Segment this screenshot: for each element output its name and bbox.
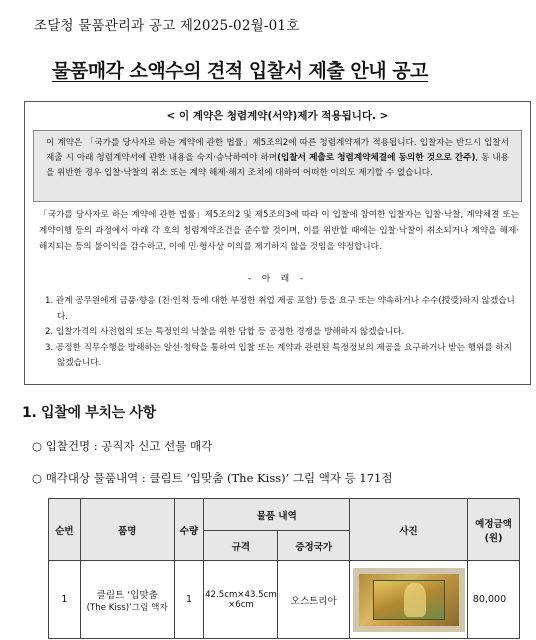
- col-header-photo: 사진: [350, 499, 468, 561]
- cell-no: 1: [49, 561, 81, 639]
- sale-items-line: ○ 매각대상 물품내역 : 클림트 ‘입맞춤 (The Kiss)’ 그림 액자 등 171점: [32, 471, 393, 485]
- cell-country: 오스트리아: [278, 561, 350, 639]
- col-header-no: 순번: [49, 499, 81, 561]
- col-header-country: 증정국가: [278, 531, 350, 561]
- cell-price: 80,000: [468, 561, 520, 639]
- pledge-item: 3. 공정한 직무수행을 방해하는 알선·청탁을 통하여 입찰 또는 계약과 관련된 특정정보의 제공을 요구하거나 받는 행위를 하지 않겠습니다.: [45, 342, 512, 368]
- integrity-pledge-box: [24, 101, 531, 385]
- pledge-title: < 이 계약은 청렴계약(서약)제가 적용됩니다. >: [166, 110, 389, 122]
- cell-photo: [350, 561, 468, 639]
- painting-figure: [404, 583, 426, 617]
- pledge-notice-box: [33, 130, 522, 202]
- painting-canvas: [373, 580, 445, 620]
- pledge-body: 「국가를 당사자로 하는 계약에 관한 법률」제5조의2 및 제5조의3에 따라 이 입찰에 참여한 입찰자는 입찰·낙찰, 계약체결 또는 계약이행 등의 과정에서 아래 각 호의 청렴계약조건을 준수할 것이며, 이를 위반할 때에는 입찰·낙찰이 취소되거나 계약을 해제·해지되는 등의 불이익을 감수하고, 이에 민·형사상 이의를 제기하지 않을 것임을 약정합니다.: [39, 210, 519, 252]
- bid-title-line: ○ 입찰건명 : 공직자 신고 선물 매각: [32, 439, 213, 453]
- pledge-item: 2. 입찰가격의 사전협의 또는 특정인의 낙찰을 위한 담합 등 공정한 경쟁을 방해하지 않겠습니다.: [45, 327, 405, 337]
- pledge-subheading: - 아 래 -: [247, 274, 307, 284]
- pledge-item: 1. 관계 공무원에게 금품·향응 (친·인척 등에 대한 부정한 취업 제공 포함) 등을 요구 또는 약속하거나 수수(授受)하지 않겠습니다.: [45, 296, 515, 322]
- cell-name-line1: 클림트 ‘입맞춤: [96, 589, 158, 601]
- col-header-spec: 규격: [204, 531, 278, 561]
- sale-items-table: [48, 498, 520, 639]
- cell-spec-line1: 42.5cm×43.5cm: [205, 589, 277, 600]
- pledge-notice-bold: (입찰서 제출로 청렴계약체결에 동의한 것으로 간주): [277, 153, 476, 163]
- col-header-detail: 물품 내역: [204, 499, 350, 531]
- pledge-notice-text-1: 이 계약은 「국가를 당사자로 하는 계약에 관한 법률」제5조의2에 따른 청렴계약제가 적용됩니다. 입찰자는 반드시 입찰서 제출 시 아래 청렴계약서에 관한 내용을 숙지·승낙하여야 하며: [46, 138, 509, 163]
- klimt-kiss-painting-photo: [353, 568, 465, 632]
- section-heading: 1. 입찰에 부치는 사항: [22, 405, 156, 421]
- notice-number: 조달청 물품관리과 공고 제2025-02월-01호: [34, 18, 300, 34]
- cell-name-line2: (The Kiss)’그림 액자: [86, 602, 168, 613]
- col-header-qty: 수량: [174, 499, 204, 561]
- cell-spec-line2: ×6cm: [228, 599, 254, 610]
- pledge-list: [45, 294, 521, 372]
- pledge-notice-text-2: , 동 내용을 위반한 경우 입찰·낙찰의 취소 또는 계약 해제·해지 조치에 대하여 어떠한 이의도 제기할 수 없습니다.: [46, 153, 509, 178]
- page-title: 물품매각 소액수의 견적 입찰서 제출 안내 공고: [52, 60, 428, 82]
- col-header-price: 예정금액 (원): [468, 499, 520, 561]
- table-row: [49, 561, 520, 639]
- col-header-name: 품명: [80, 499, 174, 561]
- cell-qty: 1: [174, 561, 204, 639]
- cell-spec: [204, 561, 278, 639]
- cell-name: [80, 561, 174, 639]
